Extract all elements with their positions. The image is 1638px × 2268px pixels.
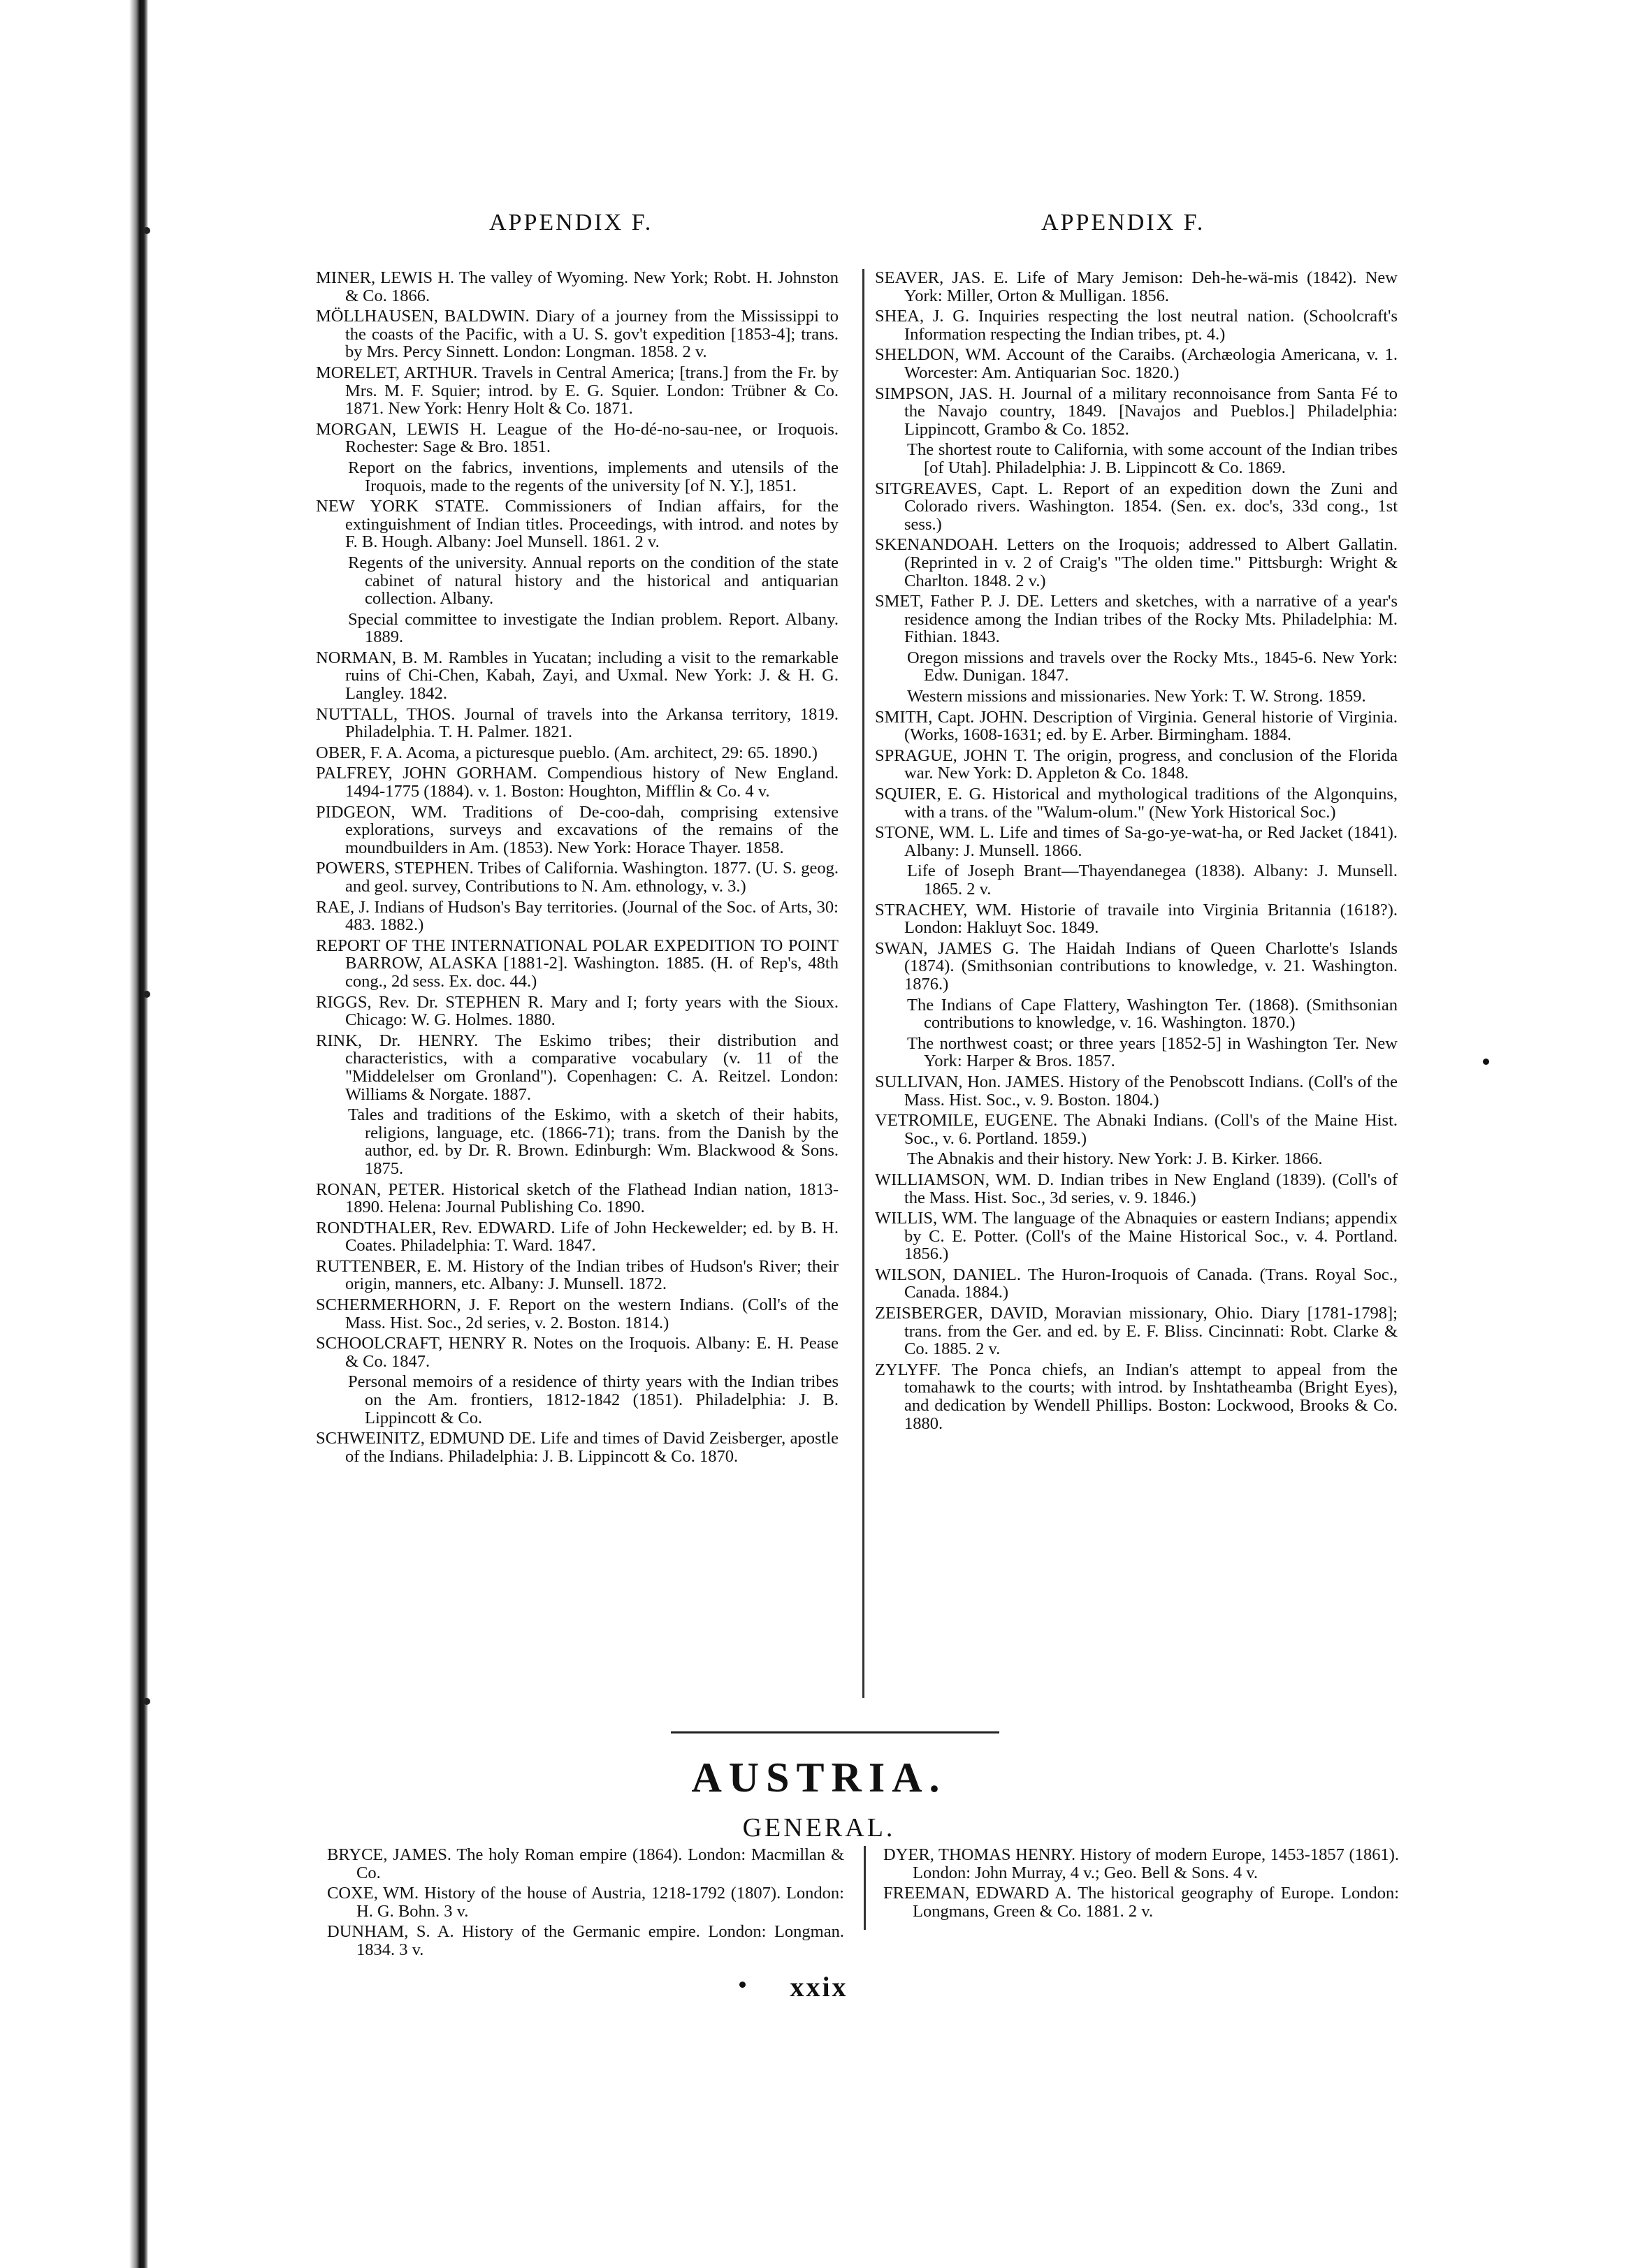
section-title: AUSTRIA. xyxy=(691,1754,947,1801)
bibliography-entry: SWAN, JAMES G. The Haidah Indians of Queen Charlotte's Islands (1874). (Smithsonian contributions to knowledge, v. 21. Washington. 1876.) xyxy=(875,938,1398,994)
bibliography-subentry: The northwest coast; or three years [1852-5] in Washington Ter. New York: Harper & Bros. 1857. xyxy=(907,1033,1398,1071)
bibliography-entry: POWERS, STEPHEN. Tribes of California. Washington. 1877. (U. S. geog. and geol. survey, Contributions to N. Am. ethnology, v. 3.) xyxy=(316,859,839,896)
bibliography-entry: SMET, Father P. J. DE. Letters and sketches, with a narrative of a year's residence among the Indian tribes of the Rocky Mts. Philadelphia: M. Fithian. 1843. xyxy=(875,592,1398,647)
bibliography-subentry: Regents of the university. Annual reports on the condition of the state cabinet of natural history and the historical and antiquarian collection. Albany. xyxy=(348,553,839,609)
section-column-rule xyxy=(864,1846,866,1930)
bibliography-entry: SEAVER, JAS. E. Life of Mary Jemison: Deh-he-wä-mis (1842). New York: Miller, Orton & Mulligan. 1856. xyxy=(875,268,1398,305)
bibliography-entry: SKENANDOAH. Letters on the Iroquois; addressed to Albert Gallatin. (Reprinted in v. 2 of Craig's "The olden time." Pittsburgh: Wright & Charlton. 1848. 2 v.) xyxy=(875,535,1398,590)
bibliography-subentry: The Abnakis and their history. New York: J. B. Kirker. 1866. xyxy=(907,1149,1323,1169)
bibliography-entry: SHEA, J. G. Inquiries respecting the lost neutral nation. (Schoolcraft's Information respecting the Indian tribes, pt. 4.) xyxy=(875,307,1398,344)
bibliography-entry: REPORT OF THE INTERNATIONAL POLAR EXPEDITION TO POINT BARROW, ALASKA [1881-2]. Washington. 1885. (H. of Rep's, 48th cong., 2d sess. Ex. doc. 44.) xyxy=(316,936,839,991)
column-rule xyxy=(862,269,864,1698)
bibliography-entry: MÖLLHAUSEN, BALDWIN. Diary of a journey from the Mississippi to the coasts of the Pacific, with a U. S. gov't expedition [1853-4]; trans. by Mrs. Percy Sinnett. London: Longman. 1858. 2 v. xyxy=(316,307,839,362)
bibliography-entry: FREEMAN, EDWARD A. The historical geography of Europe. London: Longmans, Green & Co. 1881. 2 v. xyxy=(883,1884,1399,1921)
bibliography-entry: ZYLYFF. The Ponca chiefs, an Indian's attempt to appeal from the tomahawk to the courts; with introd. by Inshtatheamba (Bright Eyes), and dedication by Wendell Phillips. Boston: Lockwood, Brooks & Co. 1880. xyxy=(875,1360,1398,1433)
binding-mark xyxy=(143,1698,150,1705)
bibliography-entry: OBER, F. A. Acoma, a picturesque pueblo. (Am. architect, 29: 65. 1890.) xyxy=(316,743,818,762)
bibliography-entry: MINER, LEWIS H. The valley of Wyoming. New York; Robt. H. Johnston & Co. 1866. xyxy=(316,268,839,305)
bibliography-entry: SULLIVAN, Hon. JAMES. History of the Penobscott Indians. (Coll's of the Mass. Hist. Soc., v. 9. Boston. 1804.) xyxy=(875,1072,1398,1110)
bibliography-entry: STRACHEY, WM. Historie of travaile into Virginia Britannia (1618?). London: Hakluyt Soc. 1849. xyxy=(875,900,1398,938)
bibliography-subentry: The Indians of Cape Flattery, Washington Ter. (1868). (Smithsonian contributions to knowledge, v. 16. Washington. 1870.) xyxy=(907,995,1398,1033)
left-column xyxy=(316,269,839,1468)
bibliography-entry: MORELET, ARTHUR. Travels in Central America; [trans.] from the Fr. by Mrs. M. F. Squier; introd. by E. G. Squier. London: Trübner & Co. 1871. New York: Henry Holt & Co. 1871. xyxy=(316,363,839,419)
bibliography-subentry: The shortest route to California, with some account of the Indian tribes [of Utah]. Philadelphia: J. B. Lippincott & Co. 1869. xyxy=(907,440,1398,477)
bibliography-entry: RINK, Dr. HENRY. The Eskimo tribes; their distribution and characteristics, with a comparative vocabulary (v. 11 of the "Middelelser om Gronland"). Copenhagen: C. A. Reitzel. London: Williams & Norgate. 1887. xyxy=(316,1031,839,1104)
section-left-column xyxy=(327,1846,844,1962)
bibliography-entry: SCHWEINITZ, EDMUND DE. Life and times of David Zeisberger, apostle of the Indians. Philadelphia: J. B. Lippincott & Co. 1870. xyxy=(316,1429,839,1466)
bibliography-entry: BRYCE, JAMES. The holy Roman empire (1864). London: Macmillan & Co. xyxy=(327,1845,844,1882)
binding-mark xyxy=(143,991,150,998)
bibliography-subentry: Oregon missions and travels over the Rocky Mts., 1845-6. New York: Edw. Dunigan. 1847. xyxy=(907,648,1398,685)
bibliography-entry: SCHERMERHORN, J. F. Report on the western Indians. (Coll's of the Mass. Hist. Soc., 2d series, v. 2. Boston. 1814.) xyxy=(316,1295,839,1332)
bibliography-subentry: Life of Joseph Brant—Thayendanegea (1838). Albany: J. Munsell. 1865. 2 v. xyxy=(907,862,1398,899)
bibliography-entry: WILSON, DANIEL. The Huron-Iroquois of Canada. (Trans. Royal Soc., Canada. 1884.) xyxy=(875,1265,1398,1302)
bibliography-entry: NEW YORK STATE. Commissioners of Indian affairs, for the extinguishment of Indian titles. Proceedings, with introd. and notes by F. B. Hough. Albany: Joel Munsell. 1861. 2 v. xyxy=(316,497,839,552)
bibliography-entry: RAE, J. Indians of Hudson's Bay territories. (Journal of the Soc. of Arts, 30: 483. 1882.) xyxy=(316,897,839,935)
bibliography-entry: SCHOOLCRAFT, HENRY R. Notes on the Iroquois. Albany: E. H. Pease & Co. 1847. xyxy=(316,1334,839,1371)
running-head-right: APPENDIX F. xyxy=(1041,210,1205,235)
bibliography-entry: NUTTALL, THOS. Journal of travels into the Arkansa territory, 1819. Philadelphia. T. H. Palmer. 1821. xyxy=(316,704,839,742)
bibliography-entry: STONE, WM. L. Life and times of Sa-go-ye-wat-ha, or Red Jacket (1841). Albany: J. Munsell. 1866. xyxy=(875,823,1398,860)
section-divider xyxy=(671,1731,999,1733)
bibliography-entry: RIGGS, Rev. Dr. STEPHEN R. Mary and I; forty years with the Sioux. Chicago: W. G. Holmes. 1880. xyxy=(316,992,839,1030)
bibliography-entry: PALFREY, JOHN GORHAM. Compendious history of New England. 1494-1775 (1884). v. 1. Boston: Houghton, Mifflin & Co. 4 v. xyxy=(316,764,839,801)
binding-gutter xyxy=(0,0,148,2268)
bibliography-entry: SITGREAVES, Capt. L. Report of an expedition down the Zuni and Colorado rivers. Washington. 1854. (Sen. ex. doc's, 33d cong., 1st sess.) xyxy=(875,479,1398,534)
running-head-left: APPENDIX F. xyxy=(489,210,653,235)
bibliography-entry: NORMAN, B. M. Rambles in Yucatan; including a visit to the remarkable ruins of Chi-Chen, Kabah, Zayi, and Uxmal. New York: J. & H. G. Langley. 1842. xyxy=(316,648,839,704)
bibliography-entry: PIDGEON, WM. Traditions of De-coo-dah, comprising extensive explorations, surveys and excavations of the remains of the moundbuilders in Am. (1853). New York: Horace Thayer. 1858. xyxy=(316,802,839,857)
bibliography-subentry: Personal memoirs of a residence of thirty years with the Indian tribes on the Am. frontiers, 1812-1842 (1851). Philadelphia: J. B. Lippincott & Co. xyxy=(348,1372,839,1427)
bibliography-entry: MORGAN, LEWIS H. League of the Ho-dé-no-sau-nee, or Iroquois. Rochester: Sage & Bro. 1851. xyxy=(316,419,839,457)
bibliography-entry: SPRAGUE, JOHN T. The origin, progress, and conclusion of the Florida war. New York: D. Appleton & Co. 1848. xyxy=(875,746,1398,783)
bibliography-entry: RONAN, PETER. Historical sketch of the Flathead Indian nation, 1813-1890. Helena: Journal Publishing Co. 1890. xyxy=(316,1179,839,1217)
bibliography-entry: DUNHAM, S. A. History of the Germanic empire. London: Longman. 1834. 3 v. xyxy=(327,1922,844,1959)
section-right-column xyxy=(883,1846,1399,1923)
bibliography-entry: WILLIAMSON, WM. D. Indian tribes in New England (1839). (Coll's of the Mass. Hist. Soc., 3d series, v. 9. 1846.) xyxy=(875,1170,1398,1207)
bibliography-entry: SMITH, Capt. JOHN. Description of Virginia. General historie of Virginia. (Works, 1608-1631; ed. by E. Arber. Birmingham. 1884. xyxy=(875,707,1398,745)
bibliography-subentry: Report on the fabrics, inventions, implements and utensils of the Iroquois, made to the regents of the university [of N. Y.], 1851. xyxy=(348,458,839,495)
bibliography-entry: SQUIER, E. G. Historical and mythological traditions of the Algonquins, with a trans. of the "Walum-olum." (New York Historical Soc.) xyxy=(875,785,1398,822)
page-number: xxix xyxy=(790,1971,848,2002)
right-column xyxy=(875,269,1398,1435)
bibliography-subentry: Western missions and missionaries. New York: T. W. Strong. 1859. xyxy=(907,687,1366,706)
bibliography-entry: ZEISBERGER, DAVID, Moravian missionary, Ohio. Diary [1781-1798]; trans. from the Ger. and ed. by E. F. Bliss. Cincinnati: Robt. Clarke & Co. 1885. 2 v. xyxy=(875,1304,1398,1359)
bibliography-entry: RONDTHALER, Rev. EDWARD. Life of John Heckewelder; ed. by B. H. Coates. Philadelphia: T. Ward. 1847. xyxy=(316,1218,839,1256)
binding-mark xyxy=(143,227,150,234)
bibliography-subentry: Tales and traditions of the Eskimo, with a sketch of their habits, religions, language, etc. (1866-71); trans. from the Danish by the author, ed. by Dr. R. Brown. Edinburgh: Wm. Blackwood & Sons. 1875. xyxy=(348,1105,839,1178)
bibliography-entry: COXE, WM. History of the house of Austria, 1218-1792 (1807). London: H. G. Bohn. 3 v. xyxy=(327,1884,844,1921)
bibliography-entry: RUTTENBER, E. M. History of the Indian tribes of Hudson's River; their origin, manners, etc. Albany: J. Munsell. 1872. xyxy=(316,1256,839,1294)
bibliography-entry: SIMPSON, JAS. H. Journal of a military reconnoisance from Santa Fé to the Navajo country, 1849. [Navajos and Pueblos.] Philadelphia: Lippincott, Grambo & Co. 1852. xyxy=(875,384,1398,439)
stray-mark xyxy=(1483,1059,1489,1065)
bibliography-entry: DYER, THOMAS HENRY. History of modern Europe, 1453-1857 (1861). London: John Murray, 4 v.; Geo. Bell & Sons. 4 v. xyxy=(883,1845,1399,1882)
section-subtitle: GENERAL. xyxy=(742,1813,896,1842)
bibliography-subentry: Special committee to investigate the Indian problem. Report. Albany. 1889. xyxy=(348,609,839,647)
bibliography-entry: VETROMILE, EUGENE. The Abnaki Indians. (Coll's of the Maine Hist. Soc., v. 6. Portland. 1859.) xyxy=(875,1111,1398,1148)
bibliography-entry: WILLIS, WM. The language of the Abnaquies or eastern Indians; appendix by C. E. Potter. (Coll's of the Maine Historical Soc., v. 4. Portland. 1856.) xyxy=(875,1209,1398,1264)
bibliography-entry: SHELDON, WM. Account of the Caraibs. (Archæologia Americana, v. 1. Worcester: Am. Antiquarian Soc. 1820.) xyxy=(875,345,1398,382)
